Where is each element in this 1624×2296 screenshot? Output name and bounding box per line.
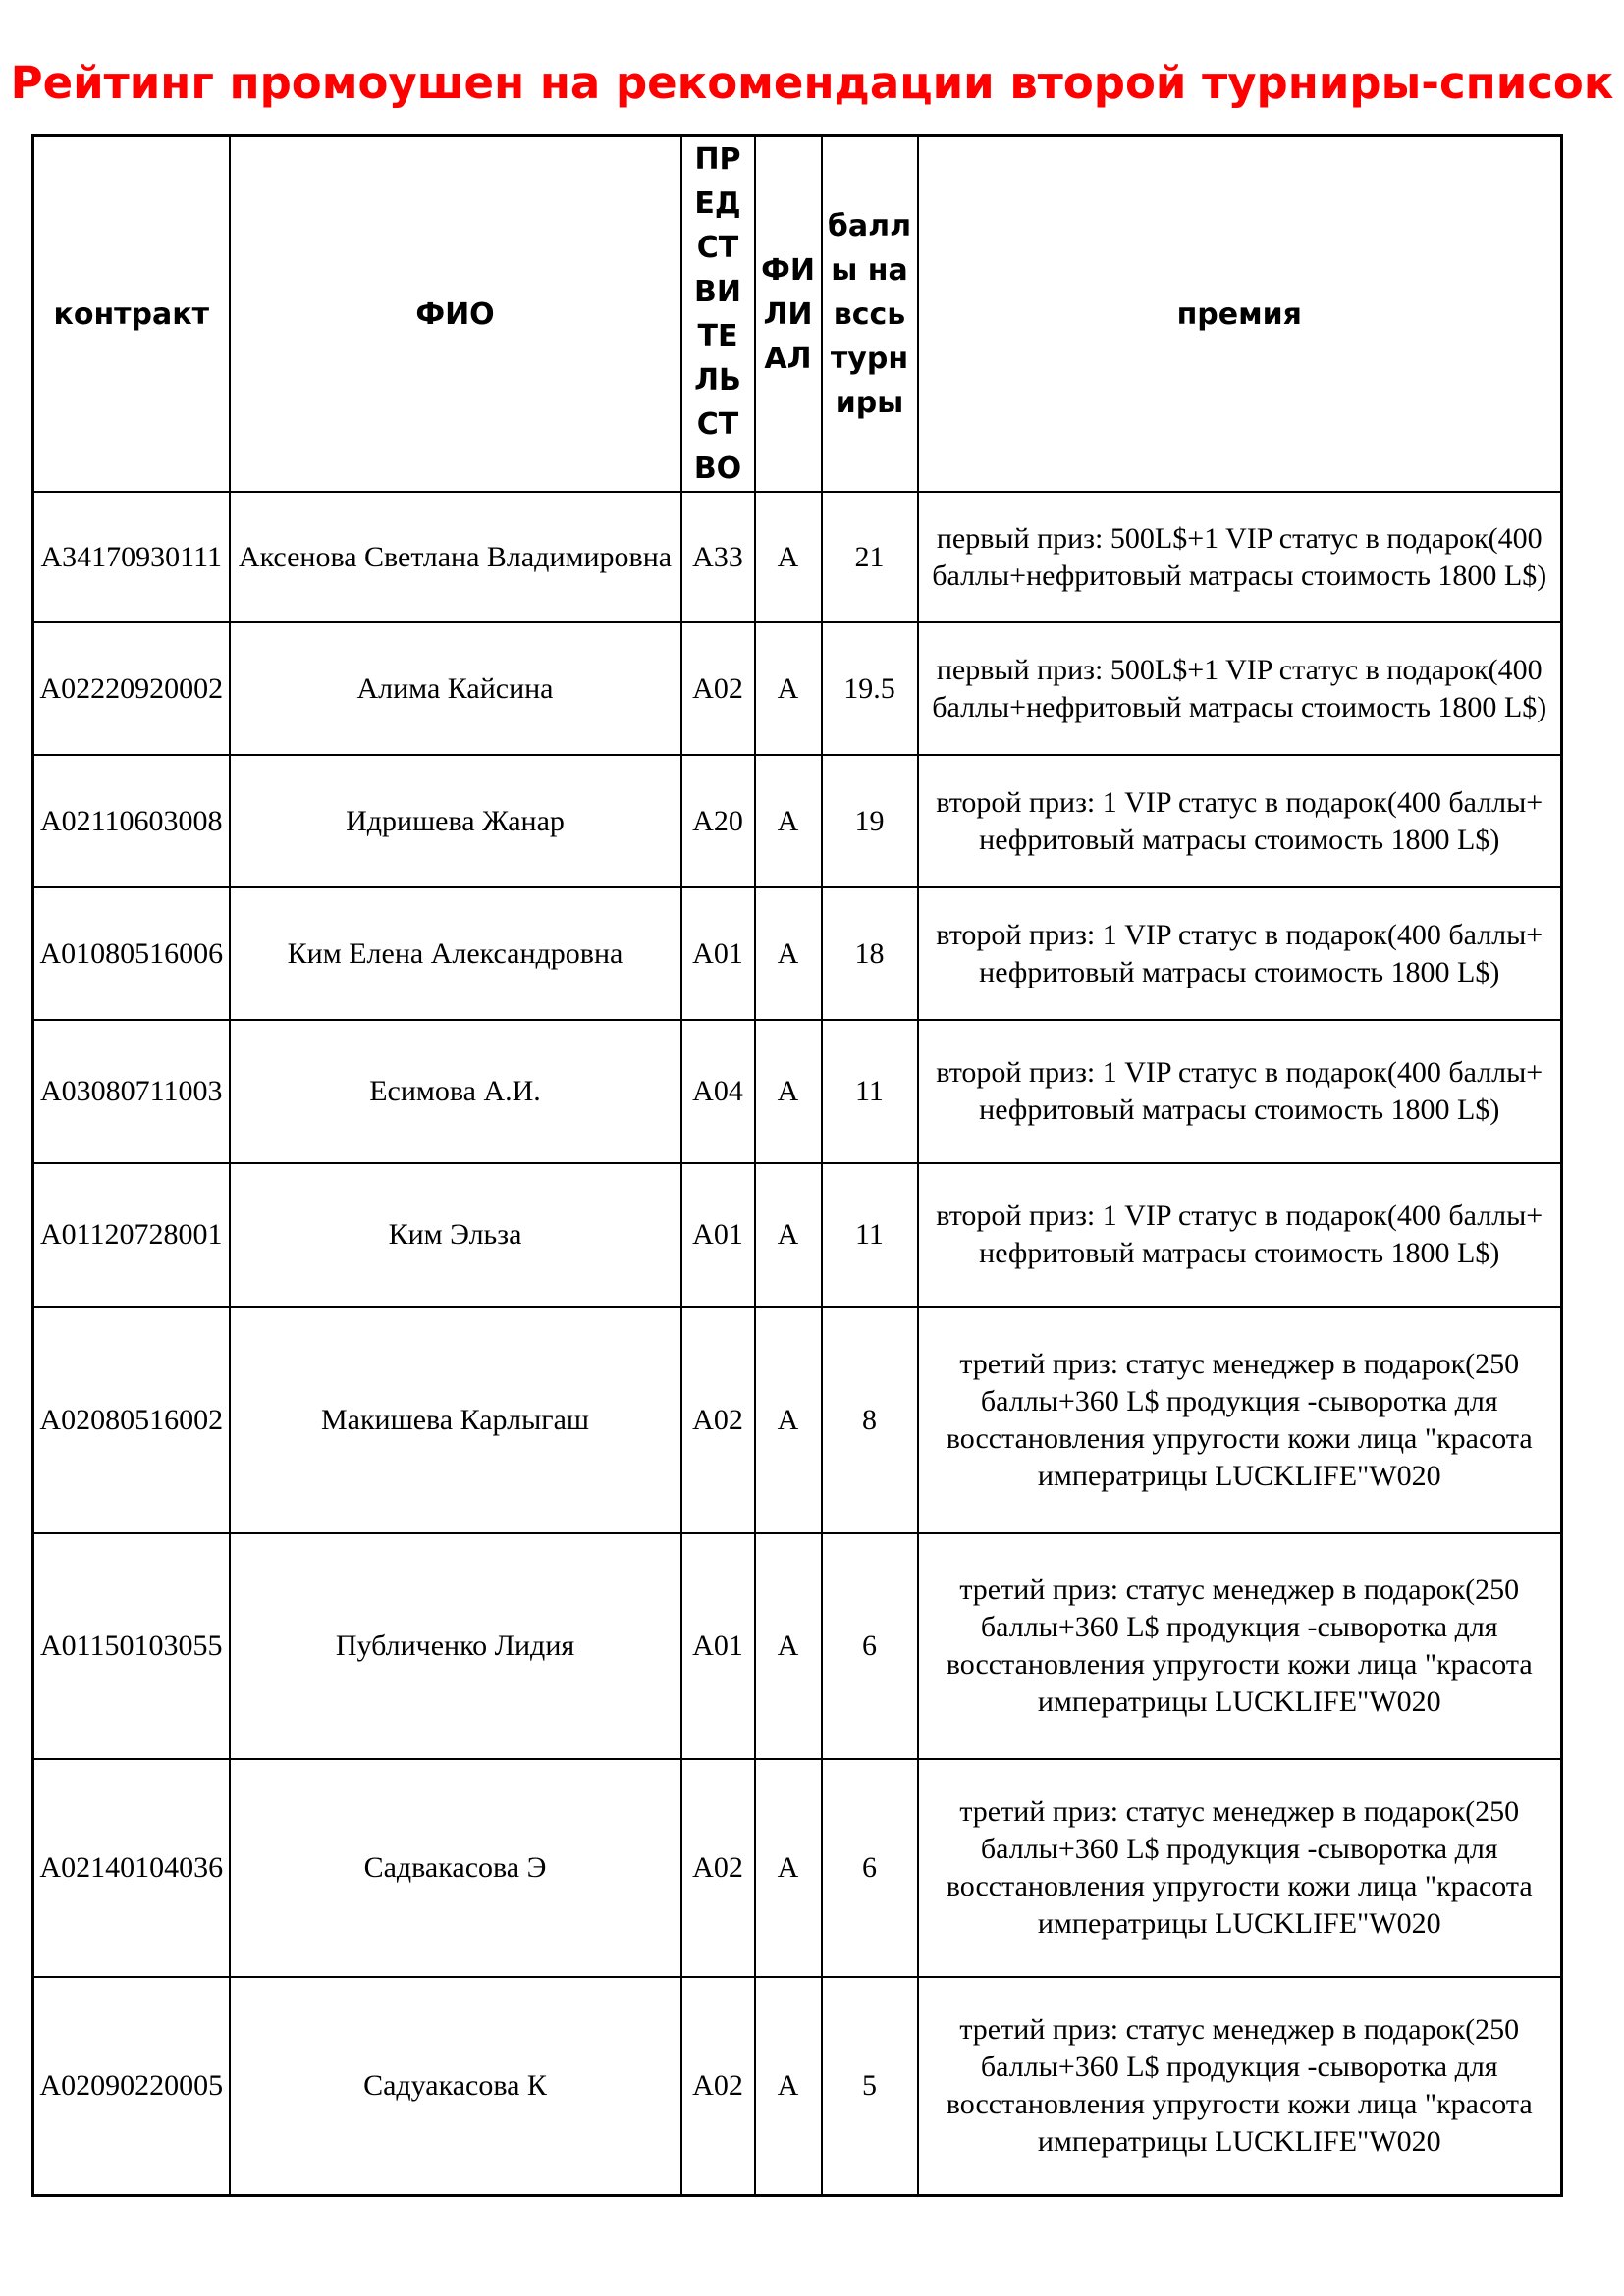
- representation-cell: A04: [681, 1020, 755, 1163]
- prize-cell: второй приз: 1 VIP статус в подарок(400 баллы+ нефритовый матрасы стоимость 1800 L$): [918, 1020, 1562, 1163]
- prize-cell: третий приз: статус менеджер в подарок(250 баллы+360 L$ продукция -сыворотка для восстановления упругости кожи лица "красота императрицы LUCKLIFE"W020: [918, 1307, 1562, 1533]
- table-row: [33, 1759, 1562, 1977]
- prize-cell: второй приз: 1 VIP статус в подарок(400 баллы+ нефритовый матрасы стоимость 1800 L$): [918, 755, 1562, 887]
- representation-cell: A02: [681, 1759, 755, 1977]
- representation-cell: A33: [681, 492, 755, 622]
- table-row: [33, 1533, 1562, 1759]
- contract-cell: A01120728001: [33, 1163, 230, 1307]
- fio-cell: Садвакасова Э: [230, 1759, 681, 1977]
- points-cell: 6: [822, 1533, 918, 1759]
- representation-cell: A02: [681, 1307, 755, 1533]
- contract-cell: A02140104036: [33, 1759, 230, 1977]
- points-cell: 6: [822, 1759, 918, 1977]
- page-title: Рейтинг промоушен на рекомендации второй турниры-список: [10, 57, 1614, 109]
- branch-cell: A: [755, 1759, 822, 1977]
- contract-cell: A02090220005: [33, 1977, 230, 2195]
- branch-cell: A: [755, 887, 822, 1020]
- points-cell: 19.5: [822, 622, 918, 755]
- table-row: [33, 755, 1562, 887]
- table-row: [33, 622, 1562, 755]
- header-fio: ФИО: [230, 136, 681, 493]
- contract-cell: A02220920002: [33, 622, 230, 755]
- prize-cell: третий приз: статус менеджер в подарок(250 баллы+360 L$ продукция -сыворотка для восстановления упругости кожи лица "красота императрицы LUCKLIFE"W020: [918, 1759, 1562, 1977]
- branch-cell: A: [755, 1307, 822, 1533]
- representation-cell: A01: [681, 1163, 755, 1307]
- fio-cell: Ким Эльза: [230, 1163, 681, 1307]
- fio-cell: Садуакасова К: [230, 1977, 681, 2195]
- branch-cell: A: [755, 1533, 822, 1759]
- branch-cell: A: [755, 492, 822, 622]
- table-row: [33, 1977, 1562, 2195]
- fio-cell: Аксенова Светлана Владимировна: [230, 492, 681, 622]
- prize-cell: третий приз: статус менеджер в подарок(250 баллы+360 L$ продукция -сыворотка для восстановления упругости кожи лица "красота императрицы LUCKLIFE"W020: [918, 1533, 1562, 1759]
- fio-cell: Есимова А.И.: [230, 1020, 681, 1163]
- branch-cell: A: [755, 1977, 822, 2195]
- points-cell: 8: [822, 1307, 918, 1533]
- table-row: [33, 492, 1562, 622]
- prize-cell: второй приз: 1 VIP статус в подарок(400 баллы+ нефритовый матрасы стоимость 1800 L$): [918, 887, 1562, 1020]
- contract-cell: A03080711003: [33, 1020, 230, 1163]
- header-points: баллы на вссь турниры: [822, 136, 918, 493]
- branch-cell: A: [755, 1163, 822, 1307]
- header-prize: премия: [918, 136, 1562, 493]
- representation-cell: A02: [681, 1977, 755, 2195]
- points-cell: 11: [822, 1020, 918, 1163]
- header-representation: ПРЕДСТВИТЕЛЬСТВО: [681, 136, 755, 493]
- fio-cell: Ким Елена Александровна: [230, 887, 681, 1020]
- fio-cell: Идришева Жанар: [230, 755, 681, 887]
- header-branch: ФИЛИАЛ: [755, 136, 822, 493]
- header-row: [33, 136, 1562, 493]
- table-row: [33, 887, 1562, 1020]
- points-cell: 11: [822, 1163, 918, 1307]
- table-row: [33, 1020, 1562, 1163]
- branch-cell: A: [755, 755, 822, 887]
- contract-cell: A34170930111: [33, 492, 230, 622]
- points-cell: 19: [822, 755, 918, 887]
- prize-cell: первый приз: 500L$+1 VIP статус в подарок(400 баллы+нефритовый матрасы стоимость 1800 L$): [918, 622, 1562, 755]
- points-cell: 5: [822, 1977, 918, 2195]
- representation-cell: A20: [681, 755, 755, 887]
- contract-cell: A02110603008: [33, 755, 230, 887]
- branch-cell: A: [755, 622, 822, 755]
- contract-cell: A01080516006: [33, 887, 230, 1020]
- prize-cell: третий приз: статус менеджер в подарок(250 баллы+360 L$ продукция -сыворотка для восстановления упругости кожи лица "красота императрицы LUCKLIFE"W020: [918, 1977, 1562, 2195]
- fio-cell: Публиченко Лидия: [230, 1533, 681, 1759]
- table-row: [33, 1163, 1562, 1307]
- representation-cell: A01: [681, 887, 755, 1020]
- contract-cell: A01150103055: [33, 1533, 230, 1759]
- contract-cell: A02080516002: [33, 1307, 230, 1533]
- fio-cell: Макишева Карлыгаш: [230, 1307, 681, 1533]
- branch-cell: A: [755, 1020, 822, 1163]
- table-row: [33, 1307, 1562, 1533]
- prize-cell: первый приз: 500L$+1 VIP статус в подарок(400 баллы+нефритовый матрасы стоимость 1800 L$): [918, 492, 1562, 622]
- prize-cell: второй приз: 1 VIP статус в подарок(400 баллы+ нефритовый матрасы стоимость 1800 L$): [918, 1163, 1562, 1307]
- points-cell: 21: [822, 492, 918, 622]
- fio-cell: Алима Кайсина: [230, 622, 681, 755]
- ranking-table: [31, 134, 1563, 2197]
- header-contract: контракт: [33, 136, 230, 493]
- representation-cell: A02: [681, 622, 755, 755]
- representation-cell: A01: [681, 1533, 755, 1759]
- points-cell: 18: [822, 887, 918, 1020]
